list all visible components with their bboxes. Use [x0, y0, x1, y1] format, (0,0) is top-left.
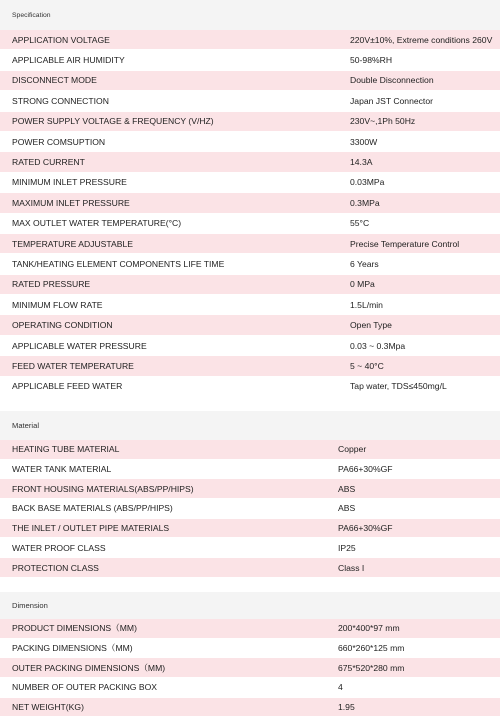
- row-value: ABS: [338, 503, 356, 514]
- row-label: POWER SUPPLY VOLTAGE & FREQUENCY (V/HZ): [12, 116, 214, 127]
- table-row: [0, 193, 500, 213]
- row-label: MAXIMUM INLET PRESSURE: [12, 197, 130, 208]
- material-title: Material: [0, 411, 500, 440]
- row-label: THE INLET / OUTLET PIPE MATERIALS: [12, 523, 170, 534]
- row-value: 14.3A: [350, 157, 373, 168]
- table-row: [0, 91, 500, 111]
- row-label: NUMBER OF OUTER PACKING BOX: [12, 682, 157, 693]
- table-row: [0, 519, 500, 539]
- row-value: Copper: [338, 444, 367, 455]
- table-row: [0, 71, 500, 91]
- row-label: APPLICABLE FEED WATER: [12, 381, 123, 392]
- row-label: APPLICABLE WATER PRESSURE: [12, 340, 147, 351]
- table-row: [0, 356, 500, 376]
- row-label: RATED PRESSURE: [12, 279, 91, 290]
- table-row: [0, 558, 500, 578]
- row-label: APPLICABLE AIR HUMIDITY: [12, 55, 125, 66]
- material-table: [0, 440, 500, 578]
- table-row: [0, 30, 500, 50]
- table-row: [0, 658, 500, 678]
- row-value: 50-98%RH: [350, 55, 393, 66]
- table-row: [0, 440, 500, 460]
- row-value: 220V±10%, Extreme conditions 260V: [350, 34, 493, 45]
- table-row: [0, 678, 500, 698]
- table-row: [0, 336, 500, 356]
- row-label: NET WEIGHT(KG): [12, 701, 84, 712]
- row-value: 1.95: [338, 701, 355, 712]
- row-label: BACK BASE MATERIALS (ABS/PP/HIPS): [12, 503, 173, 514]
- row-value: 1.5L/min: [350, 299, 383, 310]
- row-value: 55°C: [350, 218, 370, 229]
- row-label: WATER TANK MATERIAL: [12, 464, 112, 475]
- table-row: [0, 479, 500, 499]
- table-row: [0, 173, 500, 193]
- row-label: POWER COMSUPTION: [12, 136, 106, 147]
- dimension-section: [0, 592, 500, 717]
- row-label: PROTECTION CLASS: [12, 562, 99, 573]
- row-value: PA66+30%GF: [338, 464, 393, 475]
- row-value: Class I: [338, 562, 365, 573]
- material-section: [0, 411, 500, 578]
- table-row: [0, 112, 500, 132]
- row-value: 0.03MPa: [350, 177, 385, 188]
- row-label: TEMPERATURE ADJUSTABLE: [12, 238, 133, 249]
- table-row: [0, 619, 500, 639]
- table-row: [0, 499, 500, 519]
- row-label: OPERATING CONDITION: [12, 320, 113, 331]
- row-label: STRONG CONNECTION: [12, 95, 109, 106]
- row-label: APPLICATION VOLTAGE: [12, 34, 110, 45]
- specification-title: Specification: [0, 0, 500, 30]
- dimension-title: Dimension: [0, 592, 500, 619]
- section-divider: [0, 397, 500, 411]
- row-value: 0.3MPa: [350, 197, 380, 208]
- table-row: [0, 639, 500, 659]
- row-value: 6 Years: [350, 258, 379, 269]
- table-row: [0, 275, 500, 295]
- row-value: 5 ~ 40°C: [350, 360, 384, 371]
- table-row: [0, 460, 500, 480]
- table-row: [0, 538, 500, 558]
- table-row: [0, 234, 500, 254]
- row-value: Open Type: [350, 320, 392, 331]
- row-value: 3300W: [350, 136, 378, 147]
- table-row: [0, 254, 500, 274]
- row-value: Tap water, TDS≤450mg/L: [350, 381, 447, 392]
- table-row: [0, 132, 500, 152]
- row-value: 4: [338, 682, 343, 693]
- row-value: Precise Temperature Control: [350, 238, 460, 249]
- row-value: Double Disconnection: [350, 75, 434, 86]
- row-label: DISCONNECT MODE: [12, 75, 97, 86]
- table-row: [0, 377, 500, 397]
- row-label: TANK/HEATING ELEMENT COMPONENTS LIFE TIME: [12, 258, 225, 269]
- row-value: PA66+30%GF: [338, 523, 393, 534]
- row-value: IP25: [338, 542, 356, 553]
- row-label: PRODUCT DIMENSIONS（MM): [12, 623, 137, 634]
- row-value: 230V~,1Ph 50Hz: [350, 116, 416, 127]
- section-divider: [0, 578, 500, 592]
- table-row: [0, 214, 500, 234]
- row-label: PACKING DIMENSIONS（MM): [12, 642, 133, 653]
- specification-table: [0, 30, 500, 397]
- row-label: WATER PROOF CLASS: [12, 542, 106, 553]
- table-row: [0, 698, 500, 717]
- row-value: 675*520*280 mm: [338, 662, 405, 673]
- table-row: [0, 315, 500, 335]
- row-label: MINIMUM FLOW RATE: [12, 299, 103, 310]
- row-label: RATED CURRENT: [12, 157, 85, 168]
- row-label: FRONT HOUSING MATERIALS(ABS/PP/HIPS): [12, 483, 194, 494]
- row-value: Japan JST Connector: [350, 95, 433, 106]
- row-label: FEED WATER TEMPERATURE: [12, 360, 134, 371]
- table-row: [0, 50, 500, 70]
- table-row: [0, 152, 500, 172]
- row-label: MAX OUTLET WATER TEMPERATURE(°C): [12, 218, 182, 229]
- row-label: MINIMUM INLET PRESSURE: [12, 177, 127, 188]
- row-label: HEATING TUBE MATERIAL: [12, 444, 120, 455]
- table-row: [0, 295, 500, 315]
- row-value: 0.03 ~ 0.3Mpa: [350, 340, 406, 351]
- row-value: 660*260*125 mm: [338, 642, 405, 653]
- row-label: OUTER PACKING DIMENSIONS（MM): [12, 662, 166, 673]
- dimension-table: [0, 619, 500, 717]
- row-value: 0 MPa: [350, 279, 375, 290]
- row-value: 200*400*97 mm: [338, 623, 400, 634]
- row-value: ABS: [338, 483, 356, 494]
